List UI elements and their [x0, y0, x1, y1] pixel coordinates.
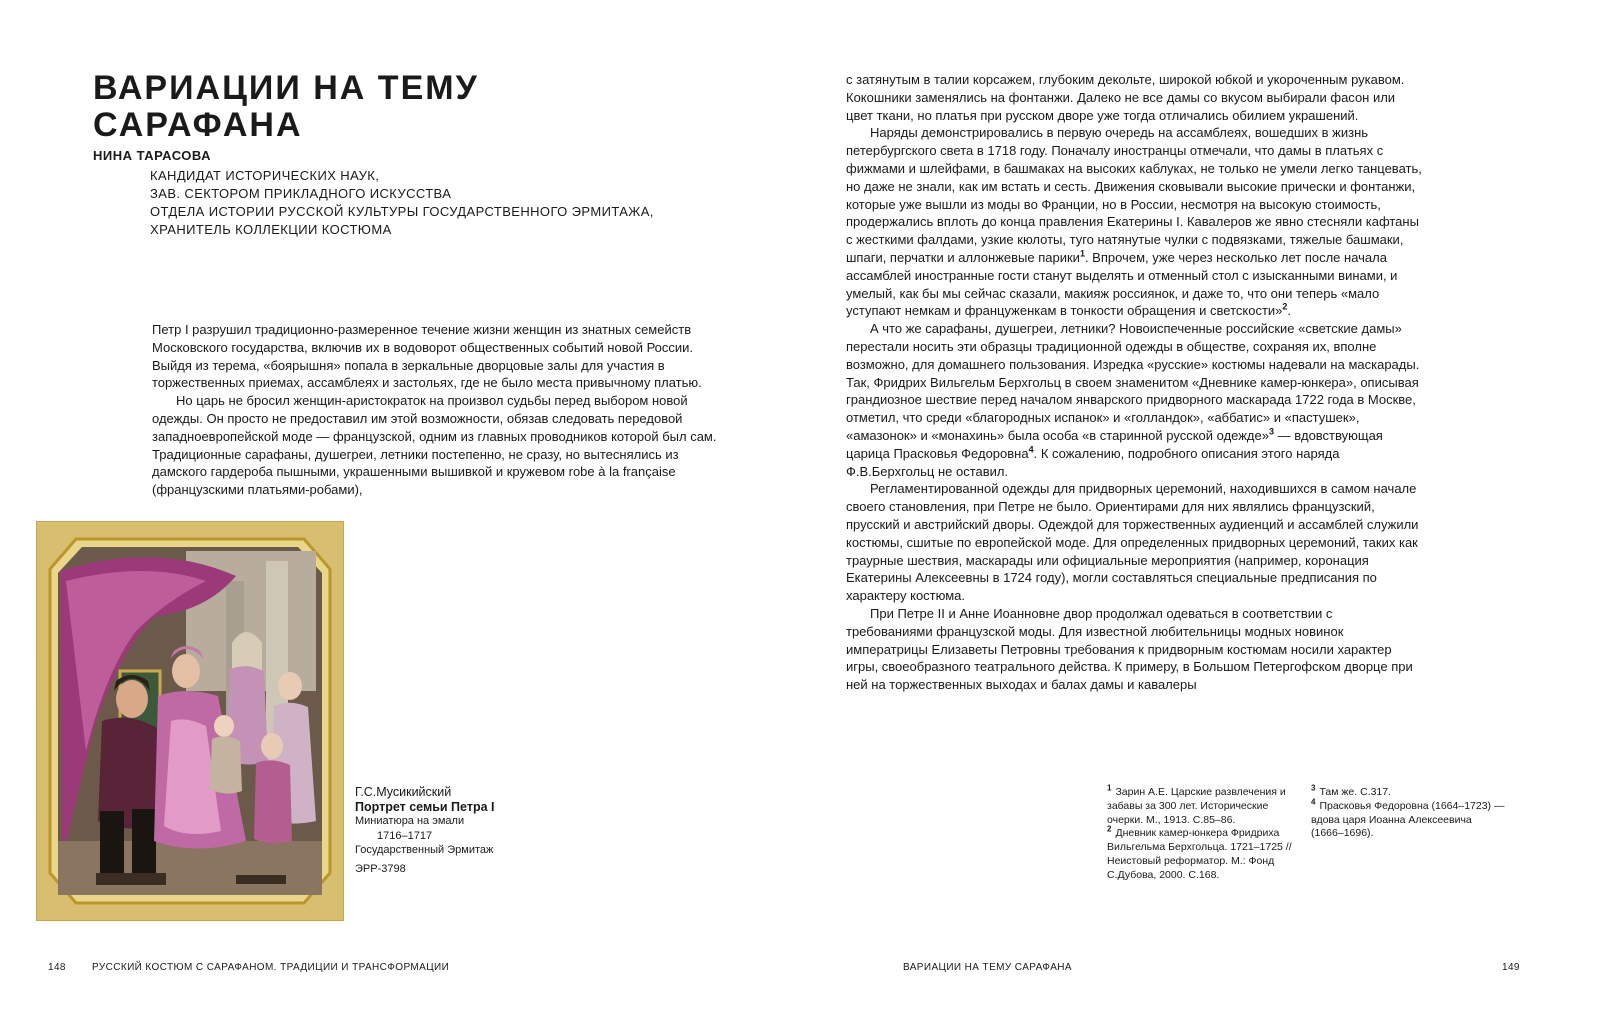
body-paragraph	[846, 124, 1422, 320]
caption-inventory: ЭРР-3798	[355, 862, 406, 875]
page-number-right: 149	[1502, 962, 1520, 973]
footnote-ref[interactable]: 2	[1282, 302, 1288, 313]
affiliation-line: ОТДЕЛА ИСТОРИИ РУССКОЙ КУЛЬТУРЫ ГОСУДАРСТВЕННОГО ЭРМИТАЖА,	[150, 204, 654, 219]
body-paragraph: с затянутым в талии корсажем, глубоким декольте, широкой юбкой и укороченным рукавом. Кокошники заменялись на фонтанжи. Далеко не все дамы со вкусом выбирали фасон или цвет ткани, но платья при русском дворе уже тогда отличались обилием украшений.	[846, 72, 1405, 123]
footnote-number: 2	[1107, 824, 1112, 834]
text-run: .	[1287, 303, 1292, 319]
footnote	[1107, 824, 1297, 882]
running-head-left: РУССКИЙ КОСТЮМ С САРАФАНОМ. ТРАДИЦИИ И ТРАНСФОРМАЦИИ	[92, 962, 450, 973]
affiliation-line: ХРАНИТЕЛЬ КОЛЛЕКЦИИ КОСТЮМА	[150, 222, 392, 237]
text-run: . Впрочем, уже через несколько лет после начала ассамблей иностранные гости станут выделять и отменный стол с изысканными винами, и умелый, как бы мы сейчас сказали, макияж россиянок, и даже то, что они теперь «мало уступают немкам и француженкам в тонкости обращения и светскости»	[846, 249, 1398, 319]
caption-author: Г.С.Мусикийский	[355, 785, 452, 799]
caption-museum: Государственный Эрмитаж	[355, 844, 494, 856]
footnote-text: Прасковья Федоровна (1664–1723) — вдова царя Иоанна Алексеевича (1666–1696).	[1311, 799, 1505, 840]
footnote-ref[interactable]: 4	[1028, 444, 1034, 455]
footnote-text: Дневник камер-юнкера Фридриха Вильгельма Берхгольца. 1721–1725 // Неистовый реформатор. М.: Фонд С.Дубова, 2000. С.168.	[1107, 827, 1292, 881]
footnotes-column-1	[1107, 783, 1297, 883]
footnote-text: Там же. С.317.	[1319, 786, 1392, 798]
footnote-number: 3	[1311, 783, 1316, 793]
running-head-right: ВАРИАЦИИ НА ТЕМУ САРАФАНА	[903, 962, 1072, 973]
body-paragraph	[846, 320, 1422, 480]
author-name: НИНА ТАРАСОВА	[93, 148, 212, 163]
title-line-1: ВАРИАЦИИ НА ТЕМУ	[93, 69, 479, 107]
text-run: Наряды демонстрировались в первую очередь на ассамблеях, вошедших в жизнь петербургского света в 1718 году. Поначалу иностранцы отмечали, что дамы в платьях с фижмами и шлейфами, в башмаках на высоких каблуках, не только не умели легко танцевать, но даже не знали, как им встать и сесть. Движения сковывали высокие прически и фонтанжи, которые уже вышли из моды во Франции, но в России, несмотря на высокую стоимость, продержались вплоть до конца правления Екатерины I. Кавалеров же явно стесняли кафтаны с жесткими фалдами, узкие кюлоты, туго натянутые чулки с подвязками, тяжелые башмаки, шпаги, перчатки и аллонжевые парики	[846, 125, 1422, 265]
footnote	[1107, 783, 1297, 827]
footnote-number: 1	[1107, 783, 1112, 793]
body-paragraph: При Петре II и Анне Иоанновне двор продолжал одеваться в соответствии с требованиями французской моды. Для известной любительницы модных новинок императрицы Елизаветы Петровны требования к придворным костюмам носили характер игры, своеобразного театрального действа. К примеру, в Большом Петергофском дворце при ней на торжественных выходах и балах дамы и кавалеры	[846, 605, 1413, 693]
title-line-2: САРАФАНА	[93, 106, 303, 144]
footnote	[1311, 783, 1506, 800]
footnote-ref[interactable]: 3	[1268, 426, 1274, 437]
author-affiliation	[150, 167, 654, 239]
footnote	[1311, 797, 1506, 841]
body-paragraph: Но царь не бросил женщин-аристократок на произвол судьбы перед выбором новой одежды. Он просто не предоставил им этой возможности, обязав следовать передовой западноевропейской моде — французской, одним из главных проводников которой был сам. Традиционные сарафаны, душегреи, летники постепенно, не сразу, но вытеснялись из дамского гардероба пышными, украшенными вышивкой и кружевом robe à la française (французскими платьями-робами),	[152, 393, 717, 498]
body-paragraph: Регламентированной одежды для придворных церемоний, находившихся в самом начале своего становления, при Петре не было. Ориентирами для них являлись французский, прусский и австрийский дворы. Одеждой для торжественных аудиенций и ассамблей служили костюмы, сшитые по европейской моде. Для определенных придворных церемоний, таких как траурные шествия, маскарады или официальные мероприятия (например, коронация Екатерины Алексеевны в 1724 году), могли составляться специальные предписания по характеру костюма.	[846, 481, 1419, 604]
text-run: — вдовствующая царица Прасковья Федоровна	[846, 427, 1383, 461]
text-run: А что же сарафаны, душегреи, летники? Новоиспеченные российские «светские дамы» перестали носить эти образцы традиционной одежды в обществе, сохраняя их, вполне возможно, для домашнего пользования. Изредка «русские» костюмы надевали на маскарады. Так, Фридрих Вильгельм Берхгольц в своем знаменитом «Дневнике камер-юнкера», описывая грандиозное шествие перед началом январского придворного маскарада 1722 года в Москве, отметил, что среди «благородных испанок» и «голландок», «аббатис» и «пастушек», «амазонок» и «монахинь» была особа «в старинной русской одежде»	[846, 321, 1420, 443]
affiliation-line: ЗАВ. СЕКТОРОМ ПРИКЛАДНОГО ИСКУССТВА	[150, 186, 452, 201]
left-body-text	[152, 321, 727, 499]
article-title	[93, 70, 479, 144]
caption-date: 1716–1717	[377, 829, 433, 842]
footnote-text: Зарин А.Е. Царские развлечения и забавы за 300 лет. Исторические очерки. М., 1913. С.85–86.	[1107, 786, 1286, 826]
body-paragraph: Петр I разрушил традиционно-размеренное течение жизни женщин из знатных семейств Московского государства, включив их в водоворот общественных событий новой России. Выйдя из терема, «боярышня» попала в зеркальные дворцовые залы для участия в торжественных приемах, ассамблеях и застольях, где не было места привычному платью.	[152, 322, 702, 391]
caption-medium: Миниатюра на эмали	[355, 815, 465, 827]
footnotes-column-2	[1311, 783, 1506, 841]
text-run: . К сожалению, подробного описания этого наряда Ф.В.Берхгольц не оставил.	[846, 445, 1340, 479]
footnote-ref[interactable]: 1	[1079, 248, 1085, 259]
right-body-text	[846, 71, 1422, 694]
figure-caption	[355, 785, 494, 876]
portrait-illustration	[36, 521, 344, 921]
caption-title: Портрет семьи Петра I	[355, 799, 495, 814]
footnote-number: 4	[1311, 797, 1316, 807]
affiliation-line: КАНДИДАТ ИСТОРИЧЕСКИХ НАУК,	[150, 168, 380, 183]
page-number-left: 148	[48, 962, 66, 973]
